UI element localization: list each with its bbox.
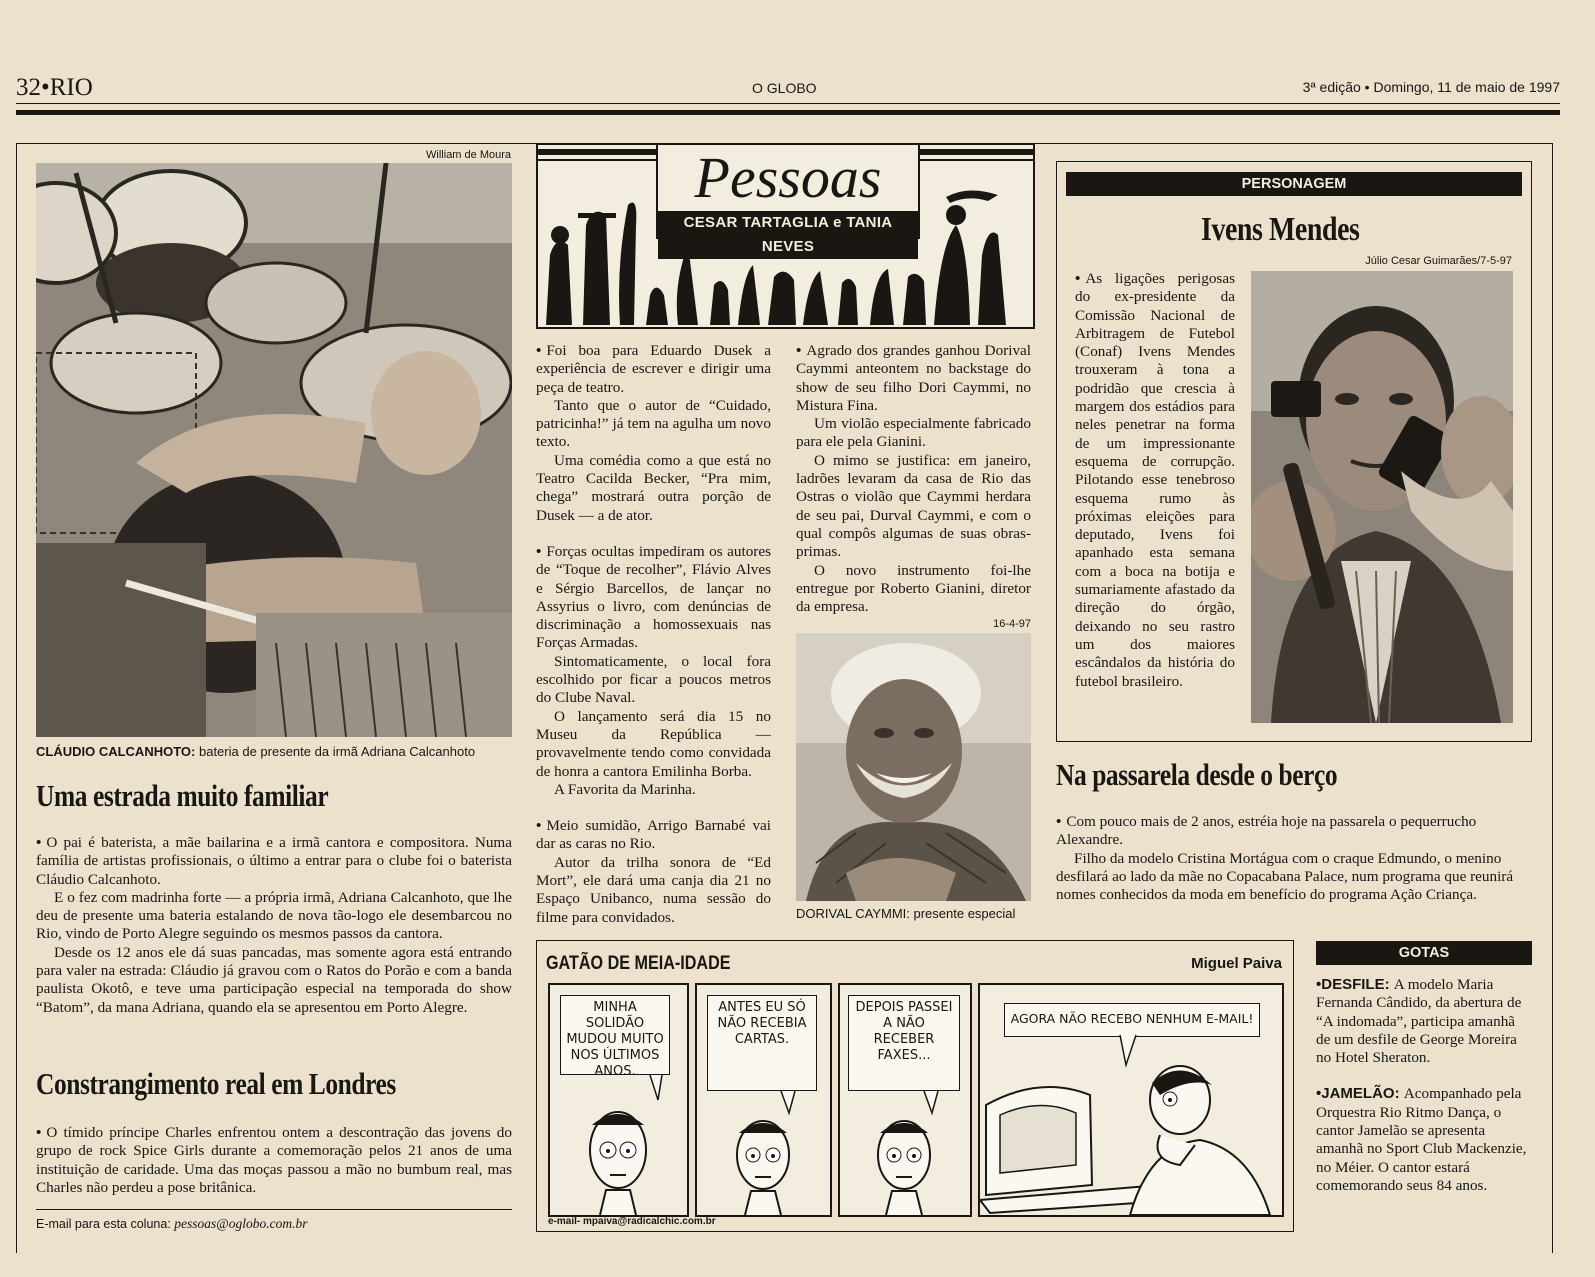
comic-panel-3 [838,983,972,1217]
passarela-p2: Filho da modelo Cristina Mortágua com o craque Edmundo, o menino desfilará ao lado da mãe no Copacabana Palace, num programa que reunirá nomes conhecidos da moda em benefício do programa Ação Criança. [1056,849,1514,904]
comic-bubble-4: AGORA NÃO RECEBO NENHUM E-MAIL! [1004,1003,1260,1037]
estrada-p2: E o fez com madrinha forte — a própria irmã, Adriana Calcanhoto, que lhe deu de presente uma bateria estalando de nova tão-logo ele desembarcou no Rio, vindo de Porto Alegre seguindo os mesmos passos da cantora. [36,888,512,943]
estrada-p3: Desde os 12 anos ele dá suas pancadas, mas somente agora está entrando para valer na estrada: Cláudio já gravou com o Ratos do Porão e com a banda paulista Okotô, e teve uma participação especial na temporada do show “Batom”, da mana Adriana, quando ela se apresentou em Porto Alegre. [36,943,512,1016]
dusek-p3: Uma comédia como a que está no Teatro Cacilda Becker, “Pra mim, chega” mostrará outra porção de Dusek — a de ator. [536,451,771,524]
passarela-p1: • Com pouco mais de 2 anos, estréia hoje na passarela o pequerrucho Alexandre. [1056,813,1516,850]
column-two [536,342,771,927]
email-address[interactable]: pessoas@oglobo.com.br [174,1216,308,1231]
photo-credit: William de Moura [426,149,511,161]
caymmi-photo [796,633,1031,901]
caption-name: CLÁUDIO CALCANHOTO: [36,744,196,759]
londres-p1: • O tímido príncipe Charles enfrentou ontem a descontração das jovens do grupo de rock Spice Girls durante a comemoração pelos 21 anos de uma instituição de caridade. Uma das moças passou a mão no bumbum real, mas Charles não perdeu a pose britânica. [36,1124,512,1197]
story-londres [36,1124,512,1197]
caymmi-p2: Um violão especialmente fabricado para ele pela Gianini. [796,415,1031,451]
dusek-p2: Tanto que o autor de “Cuidado, patricinha!” já tem na agulha um novo texto. [536,396,771,451]
frame-right [1552,143,1553,1253]
column-three [796,342,1031,616]
gota-jamelao-text: Acompanhado pela Orquestra Rio Ritmo Dança, o cantor Jamelão se apresenta amanhã no Sport Club Mackenzie, no Méier. O cantor estará comemorando seus 84 anos. [1316,1085,1527,1194]
comic-computer-scene [980,985,1282,1215]
ivens-photo [1251,271,1513,723]
comic-bubble-3: DEPOIS PASSEI A NÃO RECEBER FAXES... [848,995,960,1091]
frame-left [16,143,17,1253]
personagem-paragraph: • As ligações perigosas do ex-presidente da Comissão Nacional de Arbitragem de Futebol (Conaf) Ivens Mendes trouxeram à tona a podridão que crescia à margem dos estádios para neles penetrar na forma de um impressionante esquema de corrupção. Pilotando esse tenebroso esquema rumo às próximas eleições para deputado, Ivens foi apanhado esta semana com a boca na botija e sumariamente afastado da direção do órgão, deixando no seu rastro um dos maiores escândalos da história do futebol brasileiro. [1075,270,1235,691]
story-estrada [36,834,512,1017]
caymmi-photo-date: 16-4-97 [993,618,1031,630]
headline-passarela: Na passarela desde o berço [1056,757,1338,792]
personagem-name: Ivens Mendes [1201,211,1360,248]
comic-character-2 [697,985,830,1215]
header-rule-thin [16,103,1560,104]
masthead-title: Pessoas [694,145,882,210]
comic-character-1 [550,985,687,1215]
comic-panel-1 [548,983,689,1217]
drummer-image [36,163,512,737]
comic-author: Miguel Paiva [1191,955,1282,972]
personagem-text [1075,270,1235,691]
personagem-label: PERSONAGEM [1066,172,1522,196]
caymmi-image [796,633,1031,901]
arrigo-p1: • Meio sumidão, Arrigo Barnabé vai dar as caras no Rio. [536,817,771,854]
masthead-authors: CESAR TARTAGLIA e TANIA NEVES [658,211,918,259]
dusek-p1: • Foi boa para Eduardo Dusek a experiência de escrever e dirigir uma peça de teatro. [536,342,771,397]
arrigo-p2: Autor da trilha sonora de “Ed Mort”, ele dará uma canja dia 21 no Espaço Unibanco, numa sessão do filme para convidados. [536,853,771,926]
story-passarela [1056,813,1516,904]
ivens-image [1251,271,1513,723]
email-label: E-mail para esta coluna: [36,1217,171,1231]
comic-title: GATÃO DE MEIA-IDADE [546,953,731,974]
header-rule-thick [16,110,1560,115]
headline-londres: Constrangimento real em Londres [36,1066,396,1101]
caymmi-p4: O novo instrumento foi-lhe entregue por Roberto Gianini, diretor da empresa. [796,561,1031,616]
page-number: 32•RIO [16,74,93,101]
gota-jamelao [1316,1085,1532,1195]
gota-jamelao-title: •JAMELÃO: [1316,1085,1404,1103]
comic-panel-2 [695,983,832,1217]
gotas-column [1316,976,1532,1195]
comic-email[interactable]: e-mail- mpaiva@radicalchic.com.br [548,1216,716,1227]
column-email [36,1216,307,1232]
comic-bubble-1: MINHA SOLIDÃO MUDOU MUITO NOS ÚLTIMOS ANOS. [560,995,670,1075]
frame-top [16,143,1553,144]
comic-panel-4 [978,983,1284,1217]
personagem-credit: Júlio Cesar Guimarães/7-5-97 [1365,255,1512,267]
caymmi-caption: DORIVAL CAYMMI: presente especial [796,906,1016,921]
gota-desfile [1316,976,1532,1067]
forcas-p2: Sintomaticamente, o local fora escolhido por ficar a poucos metros do Clube Naval. [536,652,771,707]
newspaper-name: O GLOBO [752,80,817,96]
masthead-silhouettes [538,185,1033,325]
forcas-p4: A Favorita da Marinha. [554,780,696,798]
calcanhoto-caption [36,744,512,759]
comic-character-3 [840,985,970,1215]
caymmi-p3: O mimo se justifica: em janeiro, ladrões levaram da casa de Rio das Ostras o violão que Caymmi herdara de seu pai, Durval Caymmi, e com o qual compôs algumas de suas obras-primas. [796,451,1031,561]
forcas-p3: O lançamento será dia 15 no Museu da República — provavelmente tendo como convidada de honra a cantora Emilinha Borba. [536,707,771,780]
email-rule [36,1209,512,1210]
caption-text: bateria de presente da irmã Adriana Calcanhoto [198,744,476,759]
calcanhoto-photo [36,163,512,737]
headline-estrada: Uma estrada muito familiar [36,778,329,813]
edition-date: 3ª edição • Domingo, 11 de maio de 1997 [1302,79,1560,95]
comic-bubble-2: ANTES EU SÓ NÃO RECEBIA CARTAS. [707,995,817,1091]
estrada-p1: • O pai é baterista, a mãe bailarina e a irmã cantora e compositora. Numa família de artistas profissionais, o último a entrar para o clube foi o baterista Cláudio Calcanhoto. [36,834,512,889]
gota-desfile-text: A modelo Maria Fernanda Cândido, da abertura de “A indomada”, participa amanhã de um desfile de George Moreira no Hotel Sheraton. [1316,976,1522,1067]
caymmi-p1: • Agrado dos grandes ganhou Dorival Caymmi anteontem no backstage do show de seu filho Dori Caymmi, no Mistura Fina. [796,342,1031,415]
forcas-p1: • Forças ocultas impediram os autores de “Toque de recolher”, Flávio Alves e Sérgio Barcellos, de lançar no Assyrius o livro, com denúncias de discriminação a homossexuais nas Forças Armadas. [536,543,771,653]
masthead-box [536,143,1035,329]
gota-desfile-title: •DESFILE: [1316,976,1394,993]
gotas-label: GOTAS [1316,941,1532,965]
